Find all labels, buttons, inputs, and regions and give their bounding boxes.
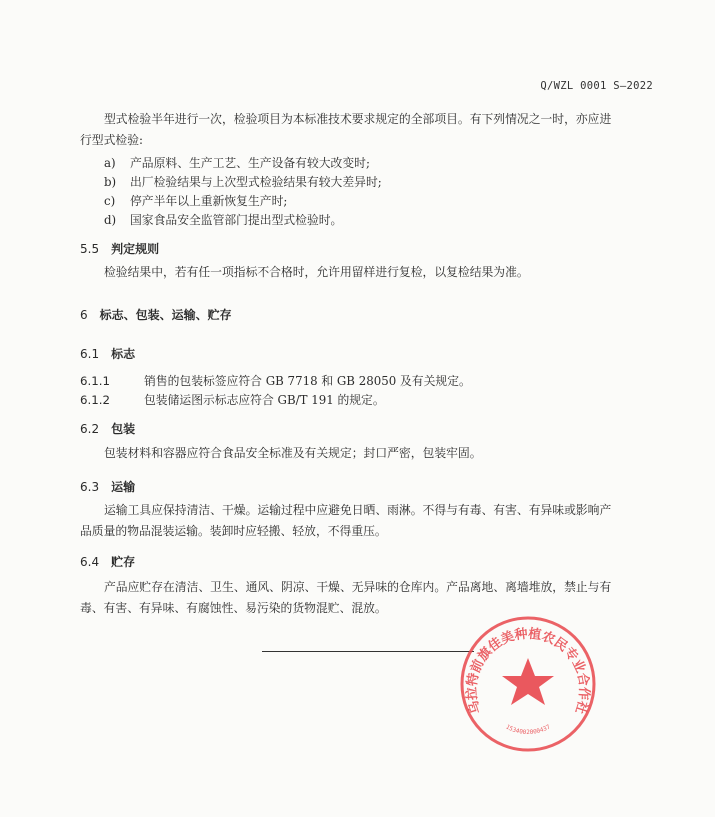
intro-line-2: 行型式检验: (80, 133, 143, 147)
list-item-text: 产品原料、生产工艺、生产设备有较大改变时; (130, 156, 370, 170)
section-number: 6.4 (80, 555, 100, 569)
clause-text: 销售的包装标签应符合 GB 7718 和 GB 28050 及有关规定。 (144, 374, 471, 388)
section-heading-6-2 (80, 420, 135, 437)
section-title: 包装 (111, 422, 136, 436)
section-heading-6-4 (80, 553, 135, 570)
section-6-3-line-2: 品质量的物品混装运输。装卸时应轻搬、轻放，不得重压。 (80, 524, 387, 538)
section-6-2-body: 包装材料和容器应符合食品安全标准及有关规定；封口严密，包装牢固。 (104, 446, 482, 460)
list-item-text: 国家食品安全监管部门提出型式检验时。 (130, 213, 343, 227)
section-number: 5.5 (80, 242, 100, 256)
section-number: 6 (80, 308, 88, 322)
seal-text: 乌拉特前旗佳美种植农民专业合作社 (464, 626, 592, 716)
section-number: 6.3 (80, 480, 100, 494)
clause-number: 6.1.2 (80, 393, 111, 407)
section-5-5-body: 检验结果中，若有任一项指标不合格时，允许用留样进行复检，以复检结果为准。 (104, 265, 529, 279)
clause-number: 6.1.1 (80, 374, 111, 388)
list-item-label: c) (104, 194, 116, 208)
section-6-3-line-1: 运输工具应保持清洁、干燥。运输过程中应避免日晒、雨淋。不得与有毒、有害、有异味或影响产 (104, 503, 612, 517)
section-title: 运输 (111, 480, 136, 494)
section-title: 贮存 (111, 555, 136, 569)
section-heading-6-3 (80, 478, 135, 495)
list-item-text: 停产半年以上重新恢复生产时; (130, 194, 288, 208)
section-6-4-line-2: 毒、有害、有异味、有腐蚀性、易污染的货物混贮、混放。 (80, 601, 387, 615)
seal-code: 1534002000437 (504, 723, 552, 737)
list-item (104, 173, 382, 190)
section-heading-6 (80, 306, 232, 323)
section-6-4-line-1: 产品应贮存在清洁、卫生、通风、阴凉、干燥、无异味的仓库内。产品离地、离墙堆放，禁止与有 (104, 580, 612, 594)
list-item (104, 192, 287, 209)
list-item-label: b) (104, 175, 117, 189)
clause-text: 包装储运图示标志应符合 GB/T 191 的规定。 (144, 393, 385, 407)
section-title: 标志 (111, 347, 136, 361)
sub-clause-6-1-1 (80, 372, 471, 389)
list-item-label: a) (104, 156, 116, 170)
list-item (104, 211, 342, 228)
document-number: Q/WZL 0001 S—2022 (540, 80, 653, 92)
section-heading-6-1 (80, 345, 135, 362)
end-rule (262, 651, 474, 652)
section-heading-5-5 (80, 240, 159, 257)
section-title: 标志、包装、运输、贮存 (99, 308, 232, 322)
section-number: 6.1 (80, 347, 100, 361)
seal-star-icon (502, 658, 554, 705)
list-item-label: d) (104, 213, 117, 227)
section-number: 6.2 (80, 422, 100, 436)
company-seal (458, 614, 598, 754)
list-item-text: 出厂检验结果与上次型式检验结果有较大差异时; (130, 175, 382, 189)
list-item (104, 154, 370, 171)
intro-line-1: 型式检验半年进行一次，检验项目为本标准技术要求规定的全部项目。有下列情况之一时，亦应进 (104, 112, 612, 126)
section-title: 判定规则 (111, 242, 160, 256)
sub-clause-6-1-2 (80, 391, 385, 408)
